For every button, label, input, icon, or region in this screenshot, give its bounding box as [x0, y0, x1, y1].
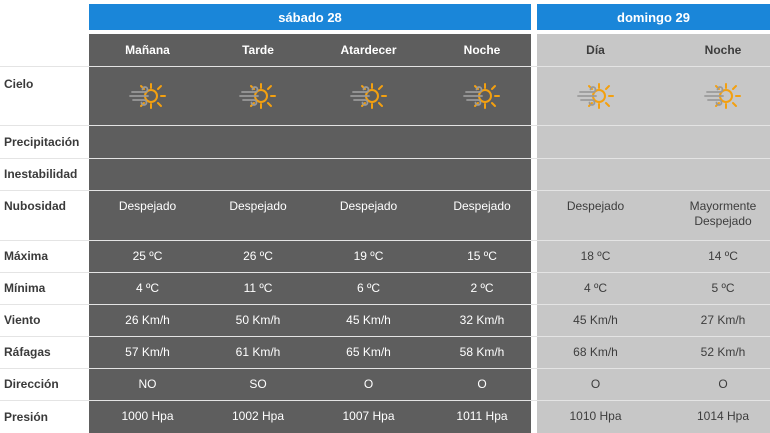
- sky-cell: [427, 66, 537, 125]
- cell-nubosidad: Despejado: [339, 199, 398, 213]
- cell-maxima: 14 ºC: [708, 248, 738, 263]
- sun-with-wind-icon: [462, 81, 502, 111]
- sun-with-wind-icon: [349, 81, 389, 111]
- cell-maxima: 26 ºC: [243, 248, 273, 263]
- cell-viento: 32 Km/h: [459, 312, 505, 327]
- cell-nubosidad: Despejado: [453, 199, 511, 213]
- sky-cell: [676, 66, 770, 125]
- row-label-presion: Presión: [4, 409, 49, 424]
- cell-viento: 45 Km/h: [573, 312, 618, 327]
- row-label-direccion: Dirección: [4, 377, 59, 391]
- row-label-nubosidad: Nubosidad: [4, 199, 66, 213]
- cell-direccion: SO: [249, 376, 267, 391]
- cell-nubosidad: Mayormente Despejado: [689, 199, 757, 228]
- cell-viento: 50 Km/h: [235, 312, 281, 327]
- cell-direccion: O: [477, 376, 487, 391]
- row-label-viento: Viento: [4, 313, 41, 327]
- row-label-precipitacion: Precipitación: [4, 134, 80, 149]
- cell-minima: 4 ºC: [135, 280, 160, 295]
- cell-minima: 2 ºC: [470, 280, 494, 295]
- sun-with-wind-icon: [128, 81, 168, 111]
- cell-nubosidad: Despejado: [566, 199, 625, 213]
- cell-maxima: 19 ºC: [353, 248, 384, 263]
- cell-presion: 1002 Hpa: [231, 409, 285, 423]
- row-divider: [0, 158, 770, 159]
- cell-presion: 1010 Hpa: [569, 409, 622, 423]
- cell-rafagas: 61 Km/h: [235, 344, 281, 359]
- row-label-maxima: Máxima: [4, 249, 49, 263]
- sky-cell: [206, 66, 310, 125]
- sun-with-wind-icon: [238, 81, 278, 111]
- day-header-sunday: domingo 29: [537, 4, 770, 30]
- cell-presion: 1011 Hpa: [456, 409, 508, 423]
- row-label-inestabilidad: Inestabilidad: [4, 167, 78, 181]
- period-header: Noche: [463, 42, 501, 57]
- sky-cell: [537, 66, 654, 125]
- sun-with-wind-icon: [576, 81, 616, 111]
- row-label-minima: Mínima: [4, 281, 46, 295]
- cell-minima: 11 ºC: [243, 280, 273, 295]
- cell-nubosidad: Despejado: [118, 199, 177, 213]
- sky-cell: [89, 66, 206, 125]
- cell-minima: 4 ºC: [583, 280, 608, 295]
- cell-rafagas: 57 Km/h: [125, 344, 170, 359]
- row-label-rafagas: Ráfagas: [4, 345, 51, 359]
- period-header: Atardecer: [340, 42, 397, 57]
- cell-rafagas: 68 Km/h: [573, 344, 618, 359]
- day-header-saturday: sábado 28: [89, 4, 531, 30]
- cell-viento: 26 Km/h: [125, 312, 170, 327]
- cell-rafagas: 52 Km/h: [700, 344, 746, 359]
- row-divider: [0, 125, 770, 126]
- period-header: Mañana: [125, 42, 170, 57]
- cell-presion: 1000 Hpa: [121, 409, 174, 423]
- cell-direccion: O: [590, 376, 601, 391]
- cell-presion: 1007 Hpa: [342, 409, 395, 423]
- cell-direccion: O: [718, 376, 728, 391]
- period-header: Día: [586, 42, 605, 57]
- sky-cell: [310, 66, 427, 125]
- cell-minima: 5 ºC: [711, 280, 735, 295]
- cell-maxima: 15 ºC: [467, 248, 497, 263]
- cell-minima: 6 ºC: [356, 280, 381, 295]
- cell-maxima: 18 ºC: [580, 248, 611, 263]
- period-header: Noche: [704, 42, 742, 57]
- cell-viento: 27 Km/h: [700, 312, 746, 327]
- cell-direccion: NO: [138, 376, 157, 391]
- cell-viento: 45 Km/h: [346, 312, 391, 327]
- sun-with-wind-icon: [703, 81, 743, 111]
- cell-maxima: 25 ºC: [132, 248, 163, 263]
- cell-presion: 1014 Hpa: [696, 409, 750, 423]
- cell-direccion: O: [363, 376, 374, 391]
- cell-rafagas: 65 Km/h: [346, 344, 391, 359]
- cell-rafagas: 58 Km/h: [459, 344, 505, 359]
- row-label-cielo: Cielo: [4, 77, 34, 91]
- cell-nubosidad: Despejado: [229, 199, 287, 213]
- period-header: Tarde: [242, 42, 274, 57]
